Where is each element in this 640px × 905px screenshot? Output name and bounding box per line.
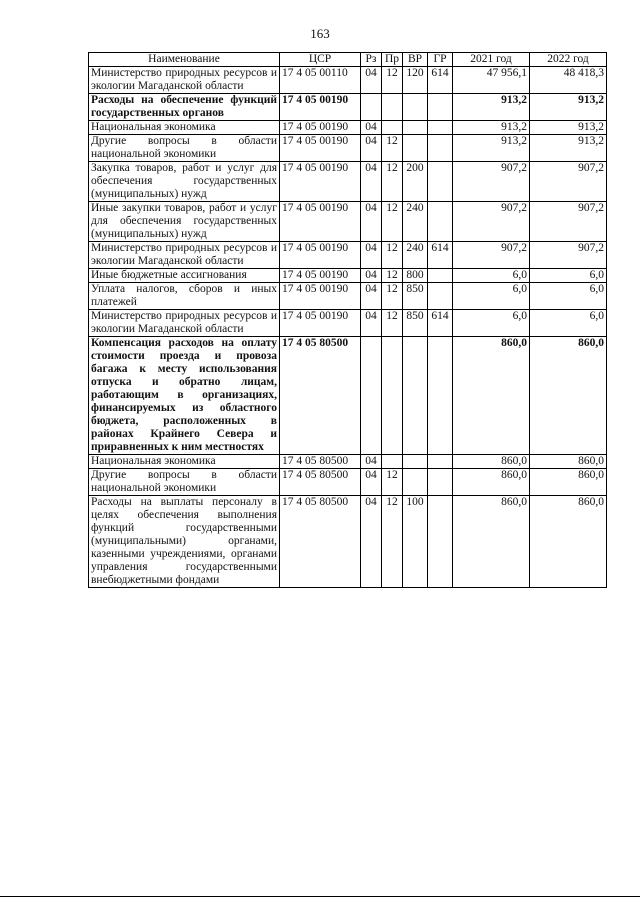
row-2021: 907,2 xyxy=(453,202,530,242)
table-row xyxy=(89,310,607,337)
row-vr: 800 xyxy=(403,269,428,283)
row-pr: 12 xyxy=(382,162,403,202)
row-rz: 04 xyxy=(361,269,382,283)
row-pr: 12 xyxy=(382,310,403,337)
row-gr: 614 xyxy=(428,310,453,337)
table-row xyxy=(89,496,607,588)
row-csr: 17 4 05 00190 xyxy=(280,135,361,162)
table-row xyxy=(89,94,607,121)
row-vr xyxy=(403,337,428,455)
row-vr xyxy=(403,469,428,496)
row-2022: 860,0 xyxy=(530,337,607,455)
row-gr xyxy=(428,269,453,283)
table-body xyxy=(89,67,607,588)
row-gr xyxy=(428,162,453,202)
row-gr xyxy=(428,283,453,310)
row-name: Иные закупки товаров, работ и услуг для обеспечения государственных (муниципальных) нужд xyxy=(89,202,280,242)
row-gr xyxy=(428,337,453,455)
row-rz: 04 xyxy=(361,310,382,337)
row-rz: 04 xyxy=(361,121,382,135)
row-name: Другие вопросы в области национальной экономики xyxy=(89,135,280,162)
row-pr xyxy=(382,94,403,121)
row-2022: 860,0 xyxy=(530,455,607,469)
row-vr xyxy=(403,94,428,121)
row-pr xyxy=(382,337,403,455)
row-pr: 12 xyxy=(382,496,403,588)
row-2021: 913,2 xyxy=(453,121,530,135)
row-2021: 913,2 xyxy=(453,94,530,121)
header-name: Наименование xyxy=(89,53,280,67)
table-row xyxy=(89,283,607,310)
table-row xyxy=(89,469,607,496)
row-2022: 48 418,3 xyxy=(530,67,607,94)
row-rz: 04 xyxy=(361,135,382,162)
row-name: Расходы на выплаты персоналу в целях обеспечения выполнения функций государственными (муниципальными) органами, казенными учреждениями, органами управления государственными внебюджетными фондами xyxy=(89,496,280,588)
table-row xyxy=(89,242,607,269)
header-pr: Пр xyxy=(382,53,403,67)
table-row xyxy=(89,162,607,202)
header-2022: 2022 год xyxy=(530,53,607,67)
row-vr xyxy=(403,135,428,162)
row-name: Другие вопросы в области национальной экономики xyxy=(89,469,280,496)
header-rz: Рз xyxy=(361,53,382,67)
row-gr xyxy=(428,121,453,135)
row-csr: 17 4 05 80500 xyxy=(280,496,361,588)
page-number: 163 xyxy=(310,26,330,41)
row-csr: 17 4 05 00110 xyxy=(280,67,361,94)
row-pr xyxy=(382,455,403,469)
row-gr xyxy=(428,496,453,588)
row-vr: 240 xyxy=(403,242,428,269)
row-vr xyxy=(403,121,428,135)
row-2022: 907,2 xyxy=(530,242,607,269)
row-2021: 6,0 xyxy=(453,283,530,310)
table-row xyxy=(89,202,607,242)
row-csr: 17 4 05 00190 xyxy=(280,283,361,310)
row-csr: 17 4 05 00190 xyxy=(280,94,361,121)
row-2021: 907,2 xyxy=(453,162,530,202)
row-name: Компенсация расходов на оплату стоимости проезда и провоза багажа к месту использования отпуска и обратно лицам, работающим в организациях, финансируемых из областного бюджета, расположенных в районах Крайнего Севера и приравненных к ним местностях xyxy=(89,337,280,455)
table-row xyxy=(89,337,607,455)
row-2021: 913,2 xyxy=(453,135,530,162)
table-row xyxy=(89,269,607,283)
row-csr: 17 4 05 80500 xyxy=(280,455,361,469)
row-rz: 04 xyxy=(361,455,382,469)
row-pr: 12 xyxy=(382,469,403,496)
row-pr: 12 xyxy=(382,269,403,283)
row-csr: 17 4 05 00190 xyxy=(280,310,361,337)
row-rz: 04 xyxy=(361,496,382,588)
table-header-row xyxy=(89,53,607,67)
row-vr: 120 xyxy=(403,67,428,94)
row-pr: 12 xyxy=(382,67,403,94)
row-vr: 240 xyxy=(403,202,428,242)
row-pr: 12 xyxy=(382,283,403,310)
row-2022: 907,2 xyxy=(530,202,607,242)
row-name: Министерство природных ресурсов и экологии Магаданской области xyxy=(89,242,280,269)
row-2022: 913,2 xyxy=(530,94,607,121)
row-pr: 12 xyxy=(382,135,403,162)
row-name: Национальная экономика xyxy=(89,121,280,135)
header-vr: ВР xyxy=(403,53,428,67)
header-gr: ГР xyxy=(428,53,453,67)
row-gr xyxy=(428,202,453,242)
row-2022: 913,2 xyxy=(530,135,607,162)
row-2021: 6,0 xyxy=(453,269,530,283)
row-vr: 850 xyxy=(403,310,428,337)
row-name: Расходы на обеспечение функций государственных органов xyxy=(89,94,280,121)
row-2022: 907,2 xyxy=(530,162,607,202)
row-rz: 04 xyxy=(361,469,382,496)
row-name: Министерство природных ресурсов и экологии Магаданской области xyxy=(89,310,280,337)
row-2021: 907,2 xyxy=(453,242,530,269)
row-csr: 17 4 05 00190 xyxy=(280,202,361,242)
row-name: Иные бюджетные ассигнования xyxy=(89,269,280,283)
row-2022: 6,0 xyxy=(530,310,607,337)
row-2021: 860,0 xyxy=(453,496,530,588)
table-row xyxy=(89,455,607,469)
row-2021: 860,0 xyxy=(453,455,530,469)
row-name: Министерство природных ресурсов и экологии Магаданской области xyxy=(89,67,280,94)
row-gr: 614 xyxy=(428,67,453,94)
row-rz: 04 xyxy=(361,202,382,242)
row-csr: 17 4 05 00190 xyxy=(280,162,361,202)
row-gr xyxy=(428,469,453,496)
row-2022: 6,0 xyxy=(530,269,607,283)
row-pr xyxy=(382,121,403,135)
row-2021: 860,0 xyxy=(453,469,530,496)
row-csr: 17 4 05 00190 xyxy=(280,269,361,283)
row-gr xyxy=(428,455,453,469)
row-rz: 04 xyxy=(361,242,382,269)
row-2021: 6,0 xyxy=(453,310,530,337)
row-2021: 860,0 xyxy=(453,337,530,455)
row-vr: 100 xyxy=(403,496,428,588)
row-rz xyxy=(361,94,382,121)
row-vr xyxy=(403,455,428,469)
row-gr xyxy=(428,94,453,121)
row-name: Национальная экономика xyxy=(89,455,280,469)
row-2022: 6,0 xyxy=(530,283,607,310)
row-csr: 17 4 05 80500 xyxy=(280,469,361,496)
budget-table xyxy=(88,52,607,588)
row-rz: 04 xyxy=(361,67,382,94)
row-2021: 47 956,1 xyxy=(453,67,530,94)
header-csr: ЦСР xyxy=(280,53,361,67)
row-rz xyxy=(361,337,382,455)
row-name: Уплата налогов, сборов и иных платежей xyxy=(89,283,280,310)
row-gr xyxy=(428,135,453,162)
row-pr: 12 xyxy=(382,242,403,269)
table-row xyxy=(89,67,607,94)
row-gr: 614 xyxy=(428,242,453,269)
row-vr: 200 xyxy=(403,162,428,202)
table-row xyxy=(89,121,607,135)
table-row xyxy=(89,135,607,162)
header-2021: 2021 год xyxy=(453,53,530,67)
row-2022: 913,2 xyxy=(530,121,607,135)
row-2022: 860,0 xyxy=(530,469,607,496)
row-2022: 860,0 xyxy=(530,496,607,588)
row-csr: 17 4 05 80500 xyxy=(280,337,361,455)
row-name: Закупка товаров, работ и услуг для обеспечения государственных (муниципальных) нужд xyxy=(89,162,280,202)
page-bottom-rule xyxy=(0,896,640,897)
row-vr: 850 xyxy=(403,283,428,310)
row-pr: 12 xyxy=(382,202,403,242)
row-csr: 17 4 05 00190 xyxy=(280,121,361,135)
row-csr: 17 4 05 00190 xyxy=(280,242,361,269)
row-rz: 04 xyxy=(361,162,382,202)
row-rz: 04 xyxy=(361,283,382,310)
